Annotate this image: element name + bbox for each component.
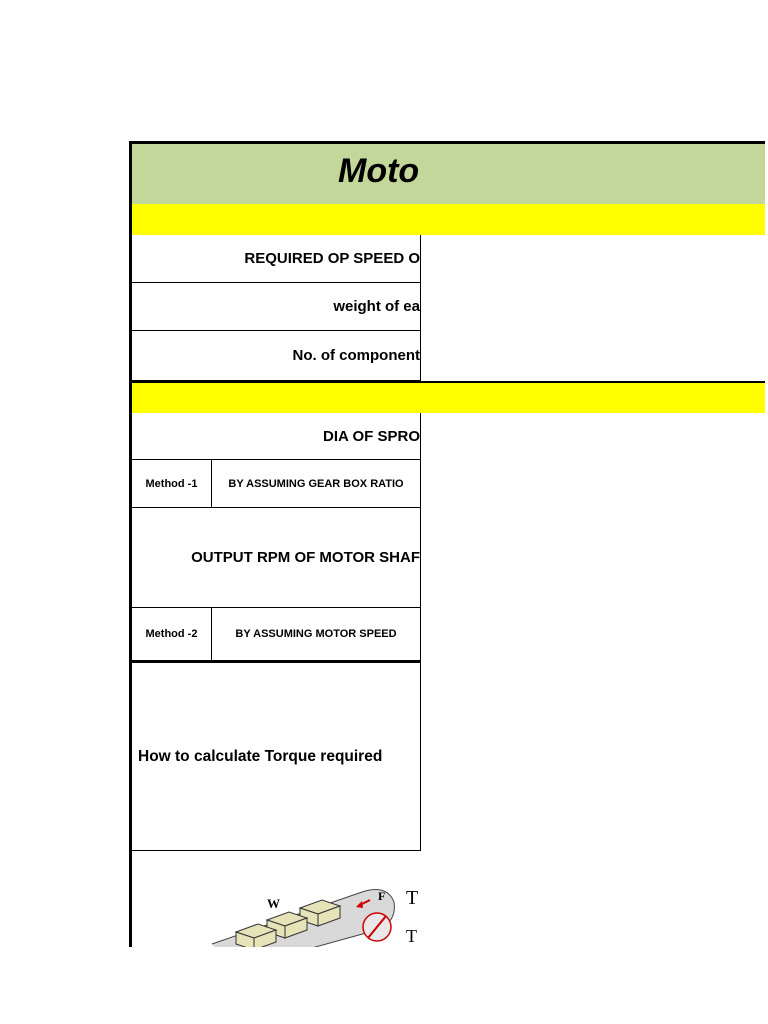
- formula-t1: T: [406, 887, 419, 909]
- row-output-rpm: [132, 508, 421, 608]
- method-2-row: [132, 608, 421, 661]
- method-desc: BY ASSUMING MOTOR SPEED: [235, 628, 397, 640]
- row-label: No. of component: [292, 347, 420, 364]
- row-label: REQUIRED OP SPEED O: [244, 250, 420, 267]
- method-1-row: [132, 460, 421, 508]
- row-label: weight of ea: [333, 298, 420, 315]
- method-label: Method -2: [132, 608, 212, 660]
- row-num-components: [132, 331, 421, 381]
- row-weight-each: [132, 283, 421, 331]
- sheet-left-border: [129, 141, 132, 947]
- row-label: How to calculate Torque required: [138, 747, 383, 765]
- formula-t2: T: [406, 926, 417, 946]
- weight-label: W: [267, 896, 280, 911]
- row-required-op-speed: [132, 235, 421, 283]
- conveyor-illustration: [132, 852, 421, 947]
- sheet-title: Moto: [338, 152, 420, 190]
- method-desc: BY ASSUMING GEAR BOX RATIO: [228, 477, 404, 490]
- highlight-band-2: [130, 381, 765, 413]
- title-band: [130, 141, 765, 204]
- row-label: DIA OF SPRO: [323, 427, 420, 445]
- highlight-band-1: [130, 204, 765, 235]
- row-label: OUTPUT RPM OF MOTOR SHAF: [191, 549, 420, 566]
- conveyor-diagram: [132, 852, 421, 947]
- force-label: F: [378, 889, 386, 903]
- method-label: Method -1: [132, 460, 212, 507]
- row-torque: [132, 661, 421, 851]
- row-dia-sprocket: [132, 413, 421, 460]
